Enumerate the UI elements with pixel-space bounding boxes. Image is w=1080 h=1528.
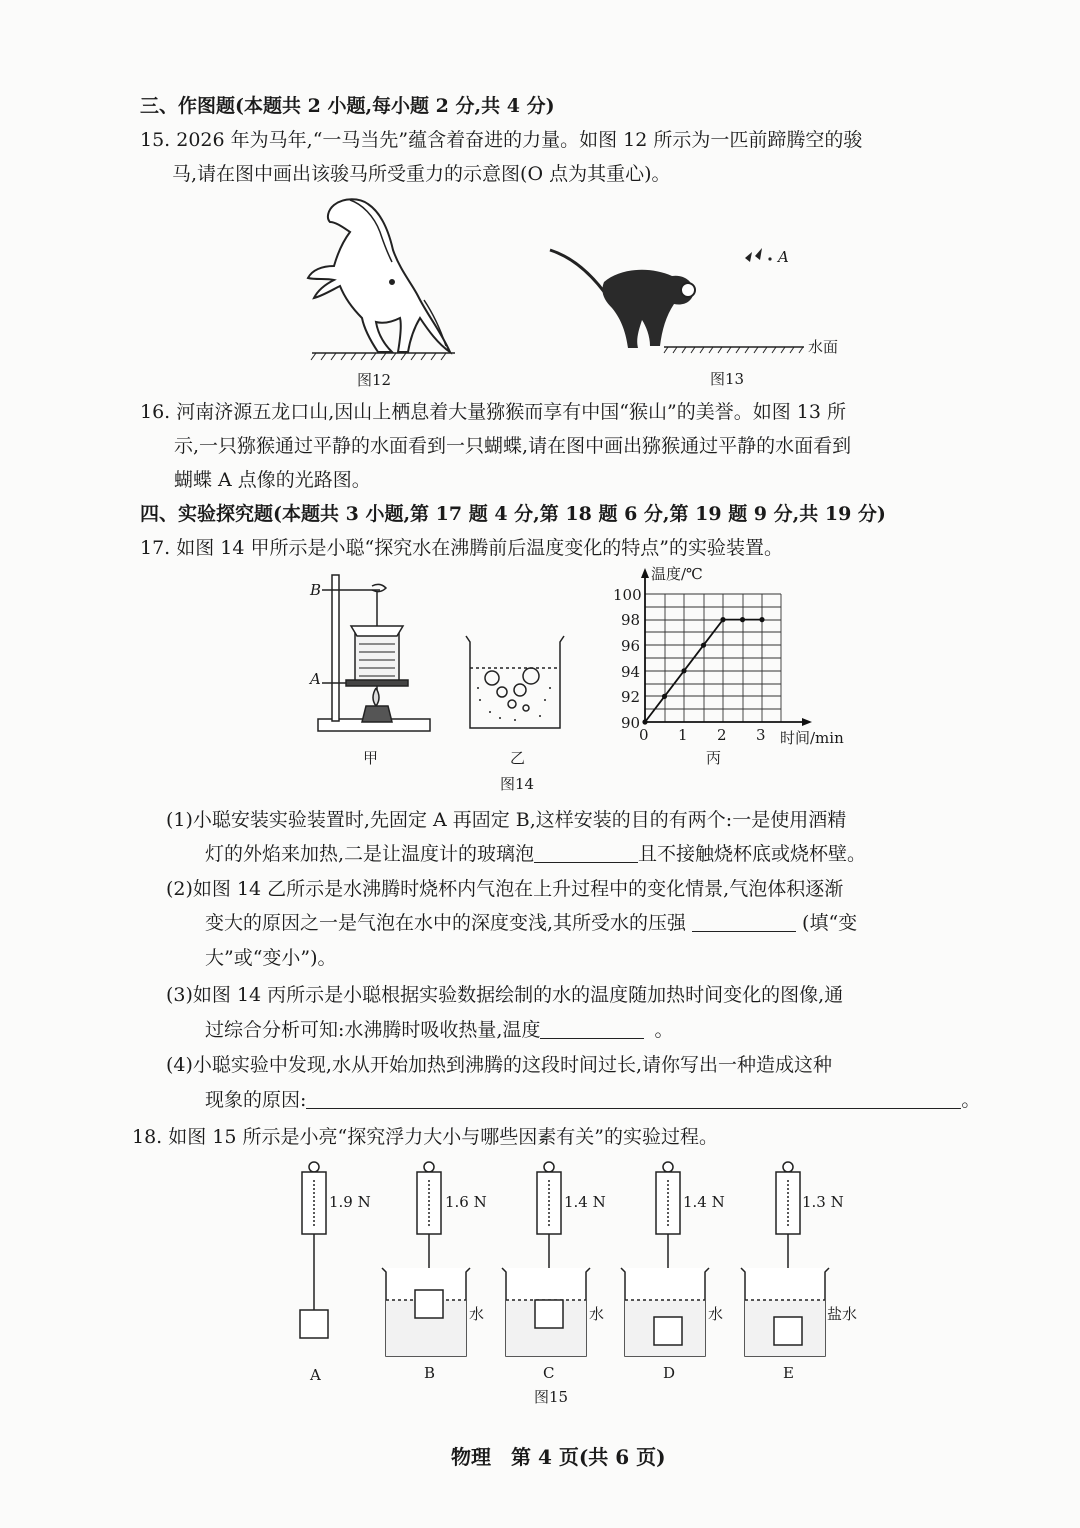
section3-header: 三、作图题(本题共 2 小题,每小题 2 分,共 4 分) xyxy=(140,95,555,117)
chart-xlabel: 时间/min xyxy=(780,729,844,747)
liquid-d: 水 xyxy=(708,1305,724,1323)
spring-scale-a xyxy=(300,1162,328,1338)
fig13-caption: 图13 xyxy=(710,370,745,388)
reading-c: 1.4 N xyxy=(564,1193,606,1211)
spring-scale-b xyxy=(382,1162,470,1356)
x-tick-3: 3 xyxy=(756,726,766,744)
q17-p1-line1: (1)小聪安装实验装置时,先固定 A 再固定 B,这样安装的目的有两个:一是使用酒精 xyxy=(166,809,847,831)
fig12-caption: 图12 xyxy=(357,371,392,389)
q17-p2-line2: 变大的原因之一是气泡在水中的深度变浅,其所受水的压强 (填“变 xyxy=(205,912,858,934)
water-surface xyxy=(664,347,804,353)
reading-d: 1.4 N xyxy=(683,1193,725,1211)
q17-intro: 17. 如图 14 甲所示是小聪“探究水在沸腾前后温度变化的特点”的实验装置。 xyxy=(140,537,783,559)
setup-label-d: D xyxy=(663,1364,676,1382)
data-point-2 xyxy=(681,668,686,673)
liquid-c: 水 xyxy=(589,1305,605,1323)
butterfly-point-label: A xyxy=(778,248,789,266)
setup-label-a: A xyxy=(310,1366,321,1384)
page-footer: 物理 第 4 页(共 6 页) xyxy=(451,1445,666,1469)
q16-line1: 16. 河南济源五龙口山,因山上栖息着大量猕猴而享有中国“猴山”的美誉。如图 13 所 xyxy=(140,401,846,423)
butterfly-icon xyxy=(745,248,772,262)
q17-p4-line2: 现象的原因: 。 xyxy=(205,1089,981,1111)
q15-line2: 马,请在图中画出该骏马所受重力的示意图(O 点为其重心)。 xyxy=(172,163,671,185)
y-tick-94: 94 xyxy=(621,663,641,681)
x-tick-2: 2 xyxy=(717,726,727,744)
fig14-caption: 图14 xyxy=(500,775,535,793)
section4-header: 四、实验探究题(本题共 3 小题,第 17 题 4 分,第 18 题 6 分,第 19 题 9 分,共 19 分) xyxy=(140,503,886,525)
y-tick-98: 98 xyxy=(621,611,641,629)
q17-p3-line2: 过综合分析可知:水沸腾时吸收热量,温度 。 xyxy=(205,1019,674,1041)
data-point-1 xyxy=(662,694,667,699)
q18-intro: 18. 如图 15 所示是小亮“探究浮力大小与哪些因素有关”的实验过程。 xyxy=(132,1126,718,1148)
fig14-sub-yi: 乙 xyxy=(510,749,526,767)
y-tick-100: 100 xyxy=(613,586,642,604)
clamp-b-label: B xyxy=(310,581,322,599)
q17-p2-line1: (2)如图 14 乙所示是水沸腾时烧杯内气泡在上升过程中的变化情景,气泡体积逐渐 xyxy=(166,878,844,900)
liquid-e: 盐水 xyxy=(827,1305,858,1323)
data-point-0 xyxy=(642,719,647,724)
data-point-4 xyxy=(720,617,725,622)
q16-line2: 示,一只猕猴通过平静的水面看到一只蝴蝶,请在图中画出猕猴通过平静的水面看到 xyxy=(174,435,852,457)
ring-a-label: A xyxy=(310,670,321,688)
spring-scale-d xyxy=(621,1162,709,1356)
spring-scale-c xyxy=(502,1162,590,1356)
x-tick-1: 1 xyxy=(678,726,688,744)
q17-p3-line1: (3)如图 14 丙所示是小聪根据实验数据绘制的水的温度随加热时间变化的图像,通 xyxy=(166,984,844,1006)
q17-p2-line3: 大”或“变小”)。 xyxy=(205,947,337,969)
q17-p4-line1: (4)小聪实验中发现,水从开始加热到沸腾的这段时间过长,请你写出一种造成这种 xyxy=(166,1054,832,1076)
water-surface-label: 水面 xyxy=(808,338,839,356)
q17-p1-line2: 灯的外焰来加热,二是让温度计的玻璃泡 且不接触烧杯底或烧杯壁。 xyxy=(205,843,867,865)
setup-label-e: E xyxy=(783,1364,794,1382)
reading-a: 1.9 N xyxy=(329,1193,371,1211)
data-point-5 xyxy=(740,617,745,622)
chart-ylabel: 温度/℃ xyxy=(651,565,703,583)
reading-b: 1.6 N xyxy=(445,1193,487,1211)
data-point-6 xyxy=(759,617,764,622)
chart-grid xyxy=(645,594,781,722)
setup-label-b: B xyxy=(424,1364,436,1382)
y-tick-90: 90 xyxy=(621,714,641,732)
fig14-sub-bing: 丙 xyxy=(706,749,722,767)
fig15-caption: 图15 xyxy=(534,1388,569,1406)
x-tick-0: 0 xyxy=(639,726,649,744)
heating-apparatus xyxy=(318,575,430,731)
spring-scale-e xyxy=(741,1162,829,1356)
y-tick-92: 92 xyxy=(621,688,641,706)
horse-figure xyxy=(308,199,455,360)
beaker-bubbles xyxy=(466,636,564,728)
setup-label-c: C xyxy=(543,1364,555,1382)
y-tick-96: 96 xyxy=(621,637,641,655)
reading-e: 1.3 N xyxy=(802,1193,844,1211)
monkey-figure xyxy=(550,250,695,348)
fig14-sub-jia: 甲 xyxy=(363,749,379,767)
q15-line1: 15. 2026 年为马年,“一马当先”蕴含着奋进的力量。如图 12 所示为一匹前蹄腾空的骏 xyxy=(140,129,863,151)
data-point-3 xyxy=(701,643,706,648)
liquid-b: 水 xyxy=(469,1305,485,1323)
chart-axes xyxy=(641,565,812,726)
q16-line3: 蝴蝶 A 点像的光路图。 xyxy=(174,469,371,491)
